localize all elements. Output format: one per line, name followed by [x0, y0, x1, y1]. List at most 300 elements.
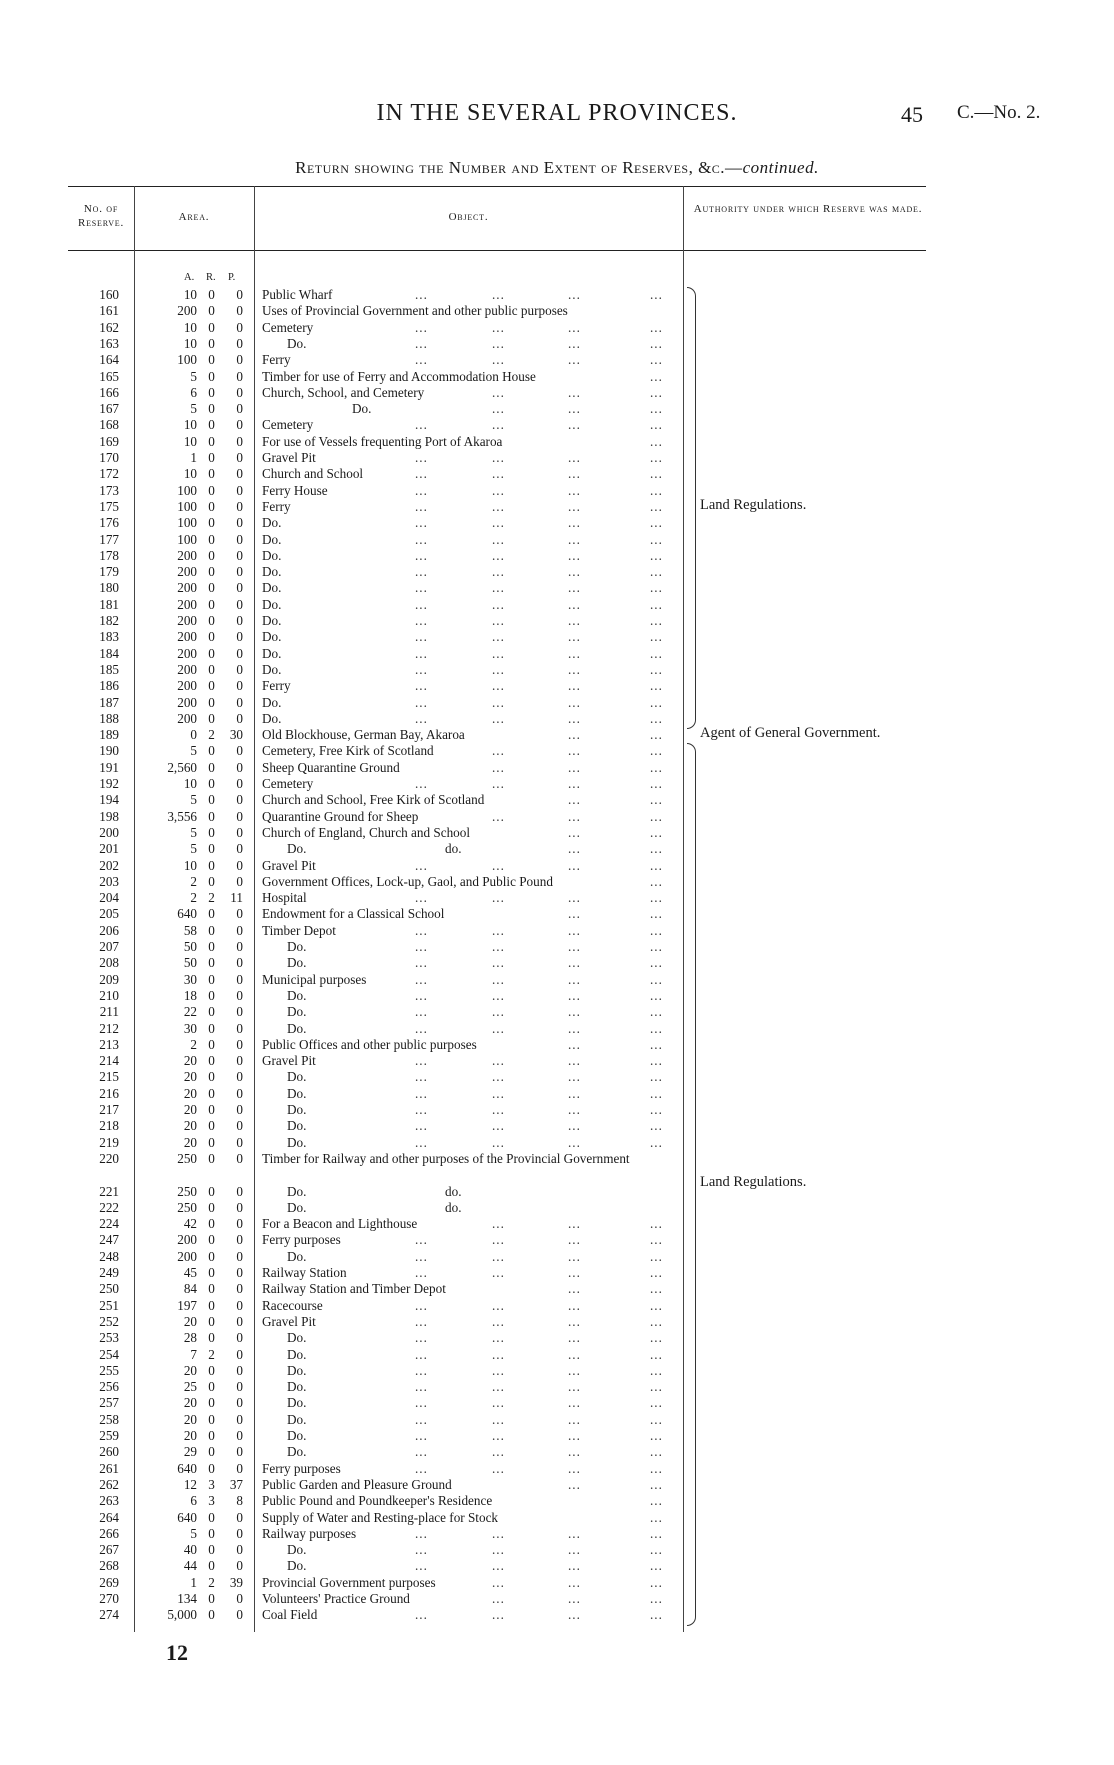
- page-number: 45: [901, 102, 923, 127]
- area-acres: 40: [183, 1542, 197, 1558]
- area-perches: 0: [236, 841, 243, 857]
- unit-roods: R.: [206, 272, 216, 283]
- table-row: 258 20 0 0 Do. ... ... ... ...: [0, 1412, 1114, 1428]
- object-description: Do.: [287, 1444, 307, 1460]
- area-roods: 0: [208, 335, 215, 351]
- object-description: Do.: [352, 401, 372, 417]
- reserve-number: 203: [99, 873, 119, 889]
- area-perches: 0: [236, 824, 243, 840]
- area-perches: 0: [236, 694, 243, 710]
- reserve-number: 267: [99, 1542, 119, 1558]
- reserve-number: 207: [99, 939, 119, 954]
- table-row: 212 30 0 0 Do. ... ... ... ...: [0, 1021, 1114, 1037]
- area-roods: 0: [208, 1313, 215, 1329]
- object-description: Do.: [287, 841, 307, 857]
- table-row: 185 200 0 0 Do. ... ... ... ...: [0, 662, 1114, 678]
- reserve-number: 249: [99, 1265, 119, 1280]
- reserve-number: 258: [99, 1411, 119, 1427]
- area-roods: 0: [208, 564, 215, 580]
- table-row: 200 5 0 0 Church of England, Church and School ... ...: [0, 825, 1114, 841]
- area-roods: 0: [208, 1102, 215, 1117]
- area-roods: 0: [208, 1265, 215, 1280]
- area-perches: 0: [236, 450, 243, 465]
- area-roods: 0: [208, 1199, 215, 1215]
- area-acres: 25: [183, 1379, 197, 1395]
- area-acres: 200: [177, 613, 197, 628]
- object-description: Church and School: [262, 466, 364, 482]
- object-description: Do.: [262, 531, 282, 547]
- table-row: 205 640 0 0 Endowment for a Classical School ... ...: [0, 906, 1114, 922]
- table-row: 164 100 0 0 Ferry ... ... ... ...: [0, 352, 1114, 368]
- area-acres: 200: [177, 694, 197, 710]
- area-roods: 0: [208, 580, 215, 596]
- table-row: 160 10 0 0 Public Wharf ... ... ... ...: [0, 287, 1114, 303]
- table-row: 250 84 0 0 Railway Station and Timber Depot ... ...: [0, 1281, 1114, 1297]
- area-acres: 200: [177, 564, 197, 580]
- area-perches: 0: [236, 1248, 243, 1264]
- area-roods: 0: [208, 1085, 215, 1101]
- reserve-number: 172: [99, 466, 119, 482]
- object-description: Railway Station and Timber Depot: [262, 1281, 446, 1297]
- area-roods: 0: [208, 857, 215, 873]
- object-description: Do.: [287, 1069, 307, 1085]
- area-acres: 200: [177, 645, 197, 661]
- area-roods: 0: [208, 776, 215, 791]
- reserve-number: 266: [99, 1525, 119, 1541]
- object-description: Church of England, Church and School: [262, 824, 471, 840]
- reserve-number: 177: [99, 531, 119, 547]
- object-description: Cemetery: [262, 776, 314, 791]
- area-roods: 2: [208, 727, 215, 743]
- reserve-number: 219: [99, 1134, 119, 1150]
- area-roods: 0: [208, 1607, 215, 1623]
- object-description: Do.: [287, 1362, 307, 1378]
- area-acres: 10: [183, 857, 197, 873]
- table-row: 210 18 0 0 Do. ... ... ... ...: [0, 988, 1114, 1004]
- return-title-main: Return showing the Number and Extent of Reserves, &c.—: [295, 158, 743, 177]
- area-perches: 0: [236, 661, 243, 677]
- reserve-number: 210: [99, 987, 119, 1003]
- area-acres: 100: [177, 531, 197, 547]
- object-description: Timber for use of Ferry and Accommodation House: [262, 368, 536, 384]
- table-row: 180 200 0 0 Do. ... ... ... ...: [0, 580, 1114, 596]
- reserve-number: 205: [99, 906, 119, 922]
- object-description: Do.: [262, 710, 282, 726]
- object-description: Cemetery: [262, 417, 314, 433]
- reserve-number: 211: [99, 1004, 119, 1020]
- area-acres: 250: [177, 1150, 197, 1166]
- area-roods: 0: [208, 710, 215, 726]
- area-perches: 0: [236, 287, 243, 302]
- object-description: Do.: [262, 613, 282, 628]
- area-acres: 20: [183, 1428, 197, 1443]
- area-acres: 100: [177, 498, 197, 514]
- area-perches: 0: [236, 433, 243, 449]
- reserve-number: 161: [99, 303, 119, 319]
- area-acres: 134: [177, 1591, 197, 1606]
- area-acres: 20: [183, 1085, 197, 1101]
- table-row: 217 20 0 0 Do. ... ... ... ...: [0, 1102, 1114, 1118]
- area-perches: 0: [236, 1199, 243, 1215]
- reserve-number: 264: [99, 1509, 119, 1525]
- area-acres: 250: [177, 1183, 197, 1199]
- reserve-number: 184: [99, 645, 119, 661]
- area-acres: 20: [183, 1411, 197, 1427]
- table-row: 173 100 0 0 Ferry House ... ... ... ...: [0, 483, 1114, 499]
- reserve-number: 254: [99, 1346, 119, 1362]
- printer-signature: 12: [166, 1640, 188, 1665]
- reserve-number: 220: [99, 1150, 119, 1166]
- reserve-number: 204: [99, 890, 119, 906]
- reserve-number: 163: [99, 335, 119, 351]
- area-perches: 0: [236, 1330, 243, 1346]
- object-description: Do.: [287, 1102, 307, 1117]
- object-description: For use of Vessels frequenting Port of Akaroa: [262, 433, 503, 449]
- area-roods: 0: [208, 401, 215, 417]
- area-perches: 0: [236, 1118, 243, 1134]
- area-acres: 6: [190, 1493, 197, 1509]
- return-title-continued: continued.: [742, 158, 819, 177]
- area-acres: 84: [183, 1281, 197, 1297]
- area-perches: 0: [236, 384, 243, 400]
- object-description: Ferry: [262, 678, 291, 694]
- object-description: Do.: [262, 629, 282, 645]
- area-perches: 0: [236, 629, 243, 645]
- area-acres: 200: [177, 596, 197, 612]
- object-description: Provincial Government purposes: [262, 1574, 436, 1590]
- area-perches: 0: [236, 906, 243, 922]
- object-description: Timber for Railway and other purposes of the Provincial Government: [262, 1150, 630, 1166]
- reserve-number: 208: [99, 955, 119, 971]
- area-roods: 0: [208, 1558, 215, 1574]
- area-roods: 0: [208, 417, 215, 433]
- authority-label: Land Regulations.: [700, 497, 807, 514]
- area-roods: 0: [208, 1444, 215, 1460]
- area-perches: 0: [236, 710, 243, 726]
- area-perches: 0: [236, 1232, 243, 1248]
- area-roods: 0: [208, 645, 215, 661]
- object-description: Do.: [287, 1558, 307, 1574]
- area-acres: 1: [190, 1574, 197, 1590]
- area-roods: 0: [208, 433, 215, 449]
- table-row: 214 20 0 0 Gravel Pit ... ... ... ...: [0, 1053, 1114, 1069]
- area-roods: 3: [208, 1493, 215, 1509]
- area-acres: 5: [190, 368, 197, 384]
- area-acres: 42: [183, 1216, 197, 1232]
- area-acres: 58: [183, 922, 197, 938]
- page-title: IN THE SEVERAL PROVINCES.: [376, 100, 738, 126]
- area-roods: 0: [208, 1069, 215, 1085]
- area-perches: 0: [236, 368, 243, 384]
- area-roods: 0: [208, 1460, 215, 1476]
- reserve-number: 168: [99, 417, 119, 433]
- area-perches: 0: [236, 808, 243, 824]
- object-description: Ferry purposes: [262, 1232, 341, 1248]
- object-description: Do.: [287, 1004, 307, 1020]
- area-acres: 5: [190, 1525, 197, 1541]
- table-row: 189 0 2 30 Old Blockhouse, German Bay, Akaroa ... ...: [0, 727, 1114, 743]
- reserve-number: 201: [99, 841, 119, 857]
- reserve-number: 251: [99, 1297, 119, 1313]
- area-perches: 0: [236, 401, 243, 417]
- reserve-number: 222: [99, 1199, 119, 1215]
- area-perches: 0: [236, 1297, 243, 1313]
- reserve-number: 252: [99, 1313, 119, 1329]
- area-perches: 0: [236, 1542, 243, 1558]
- area-roods: 0: [208, 1020, 215, 1036]
- area-roods: 0: [208, 547, 215, 563]
- reserve-number: 185: [99, 661, 119, 677]
- table-row: 181 200 0 0 Do. ... ... ... ...: [0, 597, 1114, 613]
- object-description: Do.: [262, 564, 282, 580]
- table-row: 248 200 0 0 Do. ... ... ... ...: [0, 1249, 1114, 1265]
- object-description: Hospital: [262, 890, 307, 906]
- table-row: 252 20 0 0 Gravel Pit ... ... ... ...: [0, 1314, 1114, 1330]
- reserve-number: 269: [99, 1574, 119, 1590]
- reserve-number: 202: [99, 857, 119, 873]
- area-roods: 0: [208, 1297, 215, 1313]
- authority-label: Land Regulations.: [700, 1173, 807, 1190]
- object-description: Do.: [287, 1085, 307, 1101]
- table-row: 209 30 0 0 Municipal purposes ... ... ... ...: [0, 972, 1114, 988]
- reserve-number: 165: [99, 368, 119, 384]
- table-row: 202 10 0 0 Gravel Pit ... ... ... ...: [0, 858, 1114, 874]
- reserve-number: 190: [99, 743, 119, 759]
- unit-perches: P.: [228, 272, 236, 283]
- table-row: 216 20 0 0 Do. ... ... ... ...: [0, 1086, 1114, 1102]
- table-row: 163 10 0 0 Do. ... ... ... ...: [0, 336, 1114, 352]
- authority-label: Agent of General Government.: [700, 725, 881, 742]
- area-roods: 0: [208, 531, 215, 547]
- area-roods: 0: [208, 352, 215, 368]
- area-perches: 0: [236, 1053, 243, 1069]
- area-acres: 44: [183, 1558, 197, 1574]
- area-perches: 0: [236, 1558, 243, 1574]
- reserve-number: 253: [99, 1330, 119, 1346]
- reserve-number: 274: [99, 1607, 119, 1623]
- area-roods: 0: [208, 303, 215, 319]
- object-description: Do.: [287, 335, 307, 351]
- reserve-number: 260: [99, 1444, 119, 1460]
- object-description: Cemetery: [262, 319, 314, 335]
- object-description: Railway purposes: [262, 1525, 357, 1541]
- area-roods: 0: [208, 792, 215, 808]
- reserve-number: 179: [99, 564, 119, 580]
- area-perches: 0: [236, 1183, 243, 1199]
- area-perches: 0: [236, 1509, 243, 1525]
- area-acres: 22: [183, 1004, 197, 1020]
- reserve-number: 200: [99, 824, 119, 840]
- reserve-number: 216: [99, 1085, 119, 1101]
- object-description: Do.: [287, 1346, 307, 1362]
- area-roods: 0: [208, 841, 215, 857]
- object-description: Do.: [262, 515, 282, 531]
- area-perches: 0: [236, 939, 243, 954]
- object-description: Timber Depot: [262, 922, 336, 938]
- table-row: 262 12 3 37 Public Garden and Pleasure Ground ... ...: [0, 1477, 1114, 1493]
- object-description: Do.: [262, 580, 282, 596]
- table-row: 201 5 0 0 Do. do. ... ...: [0, 841, 1114, 857]
- area-perches: 0: [236, 531, 243, 547]
- table-row: 208 50 0 0 Do. ... ... ... ...: [0, 955, 1114, 971]
- reserve-number: 182: [99, 613, 119, 628]
- area-acres: 200: [177, 580, 197, 596]
- table-row: 267 40 0 0 Do. ... ... ... ...: [0, 1542, 1114, 1558]
- table-row: 167 5 0 0 Do. ... ... ...: [0, 401, 1114, 417]
- reserve-number: 259: [99, 1428, 119, 1443]
- area-perches: 0: [236, 482, 243, 498]
- area-roods: 0: [208, 287, 215, 302]
- area-perches: 0: [236, 1102, 243, 1117]
- area-perches: 0: [236, 1362, 243, 1378]
- area-perches: 0: [236, 678, 243, 694]
- reserve-number: 270: [99, 1591, 119, 1606]
- area-roods: 0: [208, 596, 215, 612]
- table-row: 256 25 0 0 Do. ... ... ... ...: [0, 1379, 1114, 1395]
- object-description: Church and School, Free Kirk of Scotland: [262, 792, 485, 808]
- area-perches: 0: [236, 1346, 243, 1362]
- table-row: 191 2,560 0 0 Sheep Quarantine Ground ... ... ...: [0, 760, 1114, 776]
- area-acres: 197: [177, 1297, 197, 1313]
- area-perches: 0: [236, 1591, 243, 1606]
- table-row: 182 200 0 0 Do. ... ... ... ...: [0, 613, 1114, 629]
- area-acres: 7: [190, 1346, 197, 1362]
- area-perches: 0: [236, 971, 243, 987]
- area-perches: 0: [236, 1607, 243, 1623]
- reserve-number: 206: [99, 922, 119, 938]
- area-roods: 0: [208, 450, 215, 465]
- document-code: C.—No. 2.: [957, 102, 1041, 123]
- area-roods: 0: [208, 1428, 215, 1443]
- reserve-number: 167: [99, 401, 119, 417]
- reserve-number: 162: [99, 319, 119, 335]
- area-roods: 0: [208, 1248, 215, 1264]
- table-row: [0, 303, 1114, 319]
- reserve-number: 176: [99, 515, 119, 531]
- object-description: Racecourse: [262, 1297, 323, 1313]
- table-row: 192 10 0 0 Cemetery ... ... ... ...: [0, 776, 1114, 792]
- area-acres: 10: [183, 335, 197, 351]
- table-row: 198 3,556 0 0 Quarantine Ground for Sheep ... ... ...: [0, 809, 1114, 825]
- area-acres: 10: [183, 466, 197, 482]
- area-acres: 50: [183, 939, 197, 954]
- reserve-number: 191: [99, 759, 119, 775]
- reserve-number: 186: [99, 678, 119, 694]
- area-acres: 10: [183, 417, 197, 433]
- object-description: Old Blockhouse, German Bay, Akaroa: [262, 727, 465, 743]
- reserve-number: 164: [99, 352, 119, 368]
- area-acres: 200: [177, 678, 197, 694]
- area-perches: 0: [236, 564, 243, 580]
- header-bottom-rule: [68, 250, 926, 251]
- area-perches: 0: [236, 873, 243, 889]
- area-perches: 11: [230, 890, 243, 906]
- area-perches: 0: [236, 613, 243, 628]
- reserve-number: 268: [99, 1558, 119, 1574]
- area-roods: 2: [208, 890, 215, 906]
- object-description: Railway Station: [262, 1265, 347, 1280]
- reserve-number: 262: [99, 1476, 119, 1492]
- area-roods: 0: [208, 1542, 215, 1558]
- area-roods: 0: [208, 384, 215, 400]
- table-row: 207 50 0 0 Do. ... ... ... ...: [0, 939, 1114, 955]
- area-acres: 20: [183, 1069, 197, 1085]
- area-acres: 2,560: [167, 759, 197, 775]
- object-description: Do.: [262, 547, 282, 563]
- object-description: Do.: [287, 1134, 307, 1150]
- area-acres: 20: [183, 1395, 197, 1411]
- area-acres: 1: [190, 450, 197, 465]
- object-description: Do.: [287, 1395, 307, 1411]
- area-perches: 0: [236, 1265, 243, 1280]
- area-acres: 5: [190, 401, 197, 417]
- area-perches: 0: [236, 303, 243, 319]
- reserve-number: 178: [99, 547, 119, 563]
- table-row: 188 200 0 0 Do. ... ... ... ...: [0, 711, 1114, 727]
- table-row: 255 20 0 0 Do. ... ... ... ...: [0, 1363, 1114, 1379]
- object-description: Gravel Pit: [262, 1313, 316, 1329]
- reserve-number: 194: [99, 792, 119, 808]
- table-row: 224 42 0 0 For a Beacon and Lighthouse ... ... ...: [0, 1216, 1114, 1232]
- area-roods: 0: [208, 1591, 215, 1606]
- area-acres: 30: [183, 971, 197, 987]
- table-row: 183 200 0 0 Do. ... ... ... ...: [0, 629, 1114, 645]
- area-acres: 29: [183, 1444, 197, 1460]
- table-row: 269 1 2 39 Provincial Government purposes ... ... ...: [0, 1575, 1114, 1591]
- area-roods: 0: [208, 971, 215, 987]
- area-acres: 20: [183, 1134, 197, 1150]
- area-roods: 0: [208, 873, 215, 889]
- reserve-number: 214: [99, 1053, 119, 1069]
- table-row: 251 197 0 0 Racecourse ... ... ... ...: [0, 1298, 1114, 1314]
- table-row: [0, 1151, 1114, 1167]
- reserve-number: 175: [99, 498, 119, 514]
- table-row: 170 1 0 0 Gravel Pit ... ... ... ...: [0, 450, 1114, 466]
- reserve-number: 217: [99, 1102, 119, 1117]
- area-roods: 0: [208, 466, 215, 482]
- object-description: Supply of Water and Resting-place for Stock: [262, 1509, 499, 1525]
- area-roods: 0: [208, 515, 215, 531]
- table-row: 178 200 0 0 Do. ... ... ... ...: [0, 548, 1114, 564]
- area-perches: 0: [236, 776, 243, 791]
- area-perches: 0: [236, 1281, 243, 1297]
- object-description: Quarantine Ground for Sheep: [262, 808, 419, 824]
- area-perches: 0: [236, 515, 243, 531]
- area-perches: 0: [236, 1085, 243, 1101]
- area-acres: 200: [177, 710, 197, 726]
- area-perches: 0: [236, 743, 243, 759]
- area-acres: 6: [190, 384, 197, 400]
- area-acres: 200: [177, 1232, 197, 1248]
- area-perches: 0: [236, 857, 243, 873]
- object-description: Endowment for a Classical School: [262, 906, 445, 922]
- area-perches: 0: [236, 352, 243, 368]
- area-acres: 10: [183, 433, 197, 449]
- table-row: 168 10 0 0 Cemetery ... ... ... ...: [0, 417, 1114, 433]
- area-perches: 0: [236, 922, 243, 938]
- reserve-number: 198: [99, 808, 119, 824]
- area-acres: 5: [190, 792, 197, 808]
- area-acres: 20: [183, 1313, 197, 1329]
- object-description: Do.: [262, 694, 282, 710]
- area-perches: 37: [229, 1476, 243, 1492]
- area-perches: 0: [236, 1036, 243, 1052]
- area-roods: 0: [208, 906, 215, 922]
- table-row: 176 100 0 0 Do. ... ... ... ...: [0, 515, 1114, 531]
- table-row: 260 29 0 0 Do. ... ... ... ...: [0, 1444, 1114, 1460]
- area-roods: 0: [208, 1395, 215, 1411]
- area-acres: 640: [177, 906, 197, 922]
